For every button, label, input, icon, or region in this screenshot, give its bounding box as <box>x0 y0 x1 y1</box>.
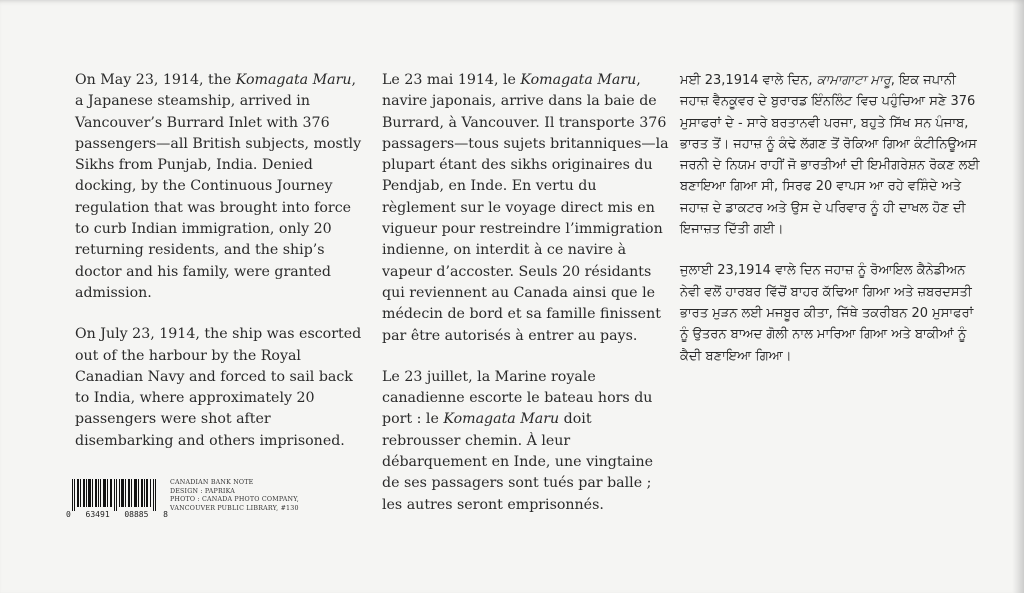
page-edge <box>1012 0 1024 593</box>
english-paragraph-1 <box>75 70 365 304</box>
french-paragraph-1 <box>382 70 674 347</box>
barcode-group: 63491 <box>85 510 110 519</box>
credit-line: VANCOUVER PUBLIC LIBRARY, #130 <box>170 504 299 512</box>
barcode <box>66 479 168 521</box>
french-column <box>382 70 674 536</box>
text: , a Japanese steamship, arrived in Vancouver’s Burrard Inlet with 376 passengers—all British subjects, mostly Sikhs from Punjab, India. Denied docking, by the Continuous Journey regulation that was brought into force to curb Indian immigration, only 20 returning residents, and the ship’s doctor and his family, were granted admission. <box>75 72 362 301</box>
text: ਮਈ 23,1914 ਵਾਲੇ ਦਿਨ, <box>680 73 817 88</box>
ship-name: ਕਾਮਾਗਾਟਾ ਮਾਰੂ <box>816 73 891 88</box>
ship-name: Komagata Maru <box>235 72 352 88</box>
text: Le 23 juillet, la Marine royale canadienne escorte le bateau hors du port : le <box>382 368 653 428</box>
ship-name: Komagata Maru <box>520 72 637 88</box>
text: , ਇਕ ਜਪਾਨੀ ਜਹਾਜ਼ ਵੈਨਕੂਵਰ ਦੇ ਬੁਰਾਰਡ ਇੰਨਲਿੰਟ ਵਿਚ ਪਹੁੰਚਿਆ ਸਣੇ 376 ਮੁਸਾਫਰਾਂ ਦੇ - ਸਾਰੇ ਬਰਤਾਨਵੀ ਪਰਜਾ, ਬਹੁਤੇ ਸਿੱਖ ਸਨ ਪੰਜਾਬ, ਭਾਰਤ ਤੋਂ। ਜਹਾਜ਼ ਨੂੰ ਕੰਢੇ ਲੱਗਣ ਤੋਂ ਰੋਕਿਆ ਗਿਆ ਕੰਟੀਨਿਊਅਸ ਜਰਨੀ ਦੇ ਨਿਯਮ ਰਾਹੀਂ ਜੋ ਭਾਰਤੀਆਂ ਦੀ ਇਮੀਗਰੇਸ਼ਨ ਰੋਕਣ ਲਈ ਬਣਾਇਆ ਗਿਆ ਸੀ, ਸਿਰਫ 20 ਵਾਪਸ ਆ ਰਹੇ ਵਸ਼ਿੰਦੇ ਅਤੇ ਜਹਾਜ਼ ਦੇ ਡਾਕਟਰ ਅਤੇ ਉਸ ਦੇ ਪਰਿਵਾਰ ਨੂੰ ਹੀ ਦਾਖਲ ਹੋਣ ਦੀ ਇਜਾਜ਼ਤ ਦਿੱਤੀ ਗਈ। <box>680 73 980 238</box>
credit-line: DESIGN : PAPRIKA <box>170 487 235 495</box>
punjabi-column <box>680 70 980 387</box>
credit-line: PHOTO : CANADA PHOTO COMPANY, <box>170 496 299 504</box>
text: doit rebrousser chemin. À leur débarquement en Inde, une vingtaine de ses passagers sont tués par balle ; les autres seront emprisonnés. <box>382 411 654 513</box>
punjabi-paragraph-1 <box>680 70 980 240</box>
english-column <box>75 70 365 472</box>
french-paragraph-2 <box>382 367 674 516</box>
ship-name: Komagata Maru <box>443 411 560 428</box>
barcode-digit: 0 <box>66 510 71 519</box>
credit-line: CANADIAN BANK NOTE <box>170 479 254 486</box>
english-paragraph-2: On July 23, 1914, the ship was escorted out of the harbour by the Royal Canadian Navy and forced to sail back to India, where approximately 20 passengers were shot after disembarking and others imprisoned. <box>75 326 362 449</box>
text: , navire japonais, arrive dans la baie de Burrard, à Vancouver. Il transporte 376 passagers—tous sujets britanniques—la plupart étant des sikhs originaires du Pendjab, en Inde. En vertu du règlement sur le voyage direct mis en vigueur pour restreindre l’immigration indienne, on interdit à ce navire à vapeur d’accoster. Seuls 20 résidants qui reviennent au Canada ainsi que le médecin de bord et sa famille finissent par être autorisés à entrer au pays. <box>382 72 669 344</box>
punjabi-paragraph-2: ਜੁਲਾਈ 23,1914 ਵਾਲੇ ਦਿਨ ਜਹਾਜ਼ ਨੂੰ ਰੋਆਇਲ ਕੈਨੇਡੀਅਨ ਨੇਵੀ ਵਲੋਂ ਹਾਰਬਰ ਵਿੱਚੋਂ ਬਾਹਰ ਕੱਢਿਆ ਗਿਆ ਅਤੇ ਜ਼ਬਰਦਸਤੀ ਭਾਰਤ ਮੁੜਨ ਲਈ ਮਜਬੂਰ ਕੀਤਾ, ਜਿੱਥੇ ਤਕਰੀਬਨ 20 ਮੁਸਾਫਰਾਂ ਨੂੰ ਉਤਰਨ ਬਾਅਦ ਗੋਲੀ ਨਾਲ ਮਾਰਿਆ ਗਿਆ ਅਤੇ ਬਾਕੀਆਂ ਨੂੰ ਕੈਦੀ ਬਣਾਇਆ ਗਿਆ। <box>680 263 974 364</box>
credits <box>170 479 370 513</box>
barcode-bars-icon <box>70 479 160 511</box>
text: Le 23 mai 1914, le <box>382 72 521 88</box>
text: On May 23, 1914, the <box>75 72 236 88</box>
barcode-numbers <box>66 510 168 519</box>
barcode-group: 08885 <box>124 510 149 519</box>
barcode-digit: 8 <box>163 510 168 519</box>
